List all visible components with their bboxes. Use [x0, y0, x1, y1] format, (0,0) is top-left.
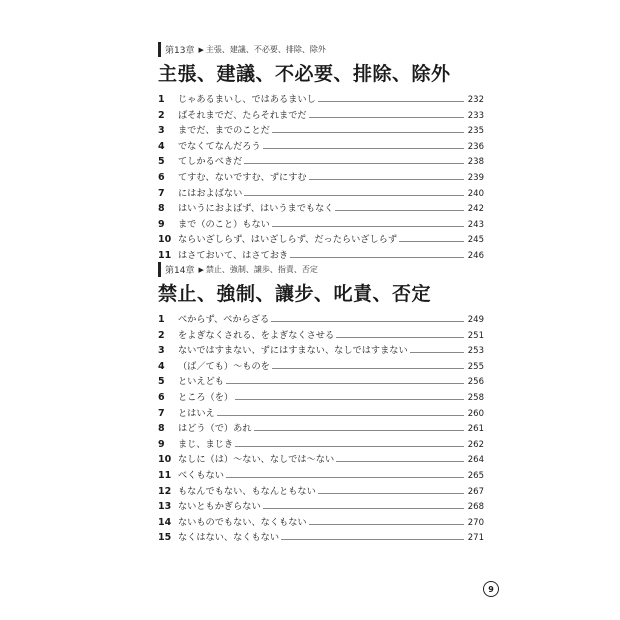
entry-list	[158, 312, 484, 546]
toc-entry	[158, 154, 484, 170]
leader-line	[263, 148, 464, 149]
entry-page: 235	[467, 126, 484, 137]
triangle-right-icon: ▶	[198, 45, 204, 54]
entry-text: ところ（を）	[178, 391, 234, 403]
leader-line	[309, 179, 464, 180]
toc-entry	[158, 170, 484, 186]
entry-number: 10	[158, 234, 172, 246]
entry-page: 258	[467, 392, 484, 403]
leader-line	[309, 117, 464, 118]
entry-text: ないではすまない、ずにはすまない、なしではすまない	[178, 345, 408, 357]
leader-line	[281, 539, 464, 540]
toc-entry	[158, 359, 484, 375]
leader-line	[336, 337, 464, 338]
entry-page: 239	[467, 172, 484, 183]
entry-number: 9	[158, 218, 165, 230]
entry-number: 2	[158, 329, 165, 341]
toc-entry	[158, 217, 484, 233]
leader-line	[263, 508, 464, 509]
entry-page: 242	[467, 204, 484, 215]
entry-number: 4	[158, 360, 165, 372]
entry-page: 246	[467, 250, 484, 261]
entry-number: 8	[158, 203, 165, 215]
leader-line	[309, 524, 464, 525]
chapter-14	[158, 262, 484, 546]
toc-entry	[158, 468, 484, 484]
leader-line	[235, 446, 464, 447]
toc-entry	[158, 201, 484, 217]
toc-entry	[158, 515, 484, 531]
entry-text: （ば／ても）～ものを	[178, 360, 270, 372]
toc-entry	[158, 484, 484, 500]
toc-entry	[158, 530, 484, 546]
entry-text: てしかるべきだ	[178, 156, 243, 168]
leader-line	[254, 430, 465, 431]
toc-entry	[158, 374, 484, 390]
chapter-subtitle: 禁止、強制、譲歩、指責、否定	[205, 265, 318, 274]
entry-number: 3	[158, 345, 165, 357]
toc-entry	[158, 123, 484, 139]
entry-page: 253	[467, 346, 484, 357]
entry-page: 236	[467, 141, 484, 152]
entry-text: をよぎなくされる、をよぎなくさせる	[178, 329, 335, 341]
leader-line	[335, 210, 464, 211]
entry-text: でなくてなんだろう	[178, 140, 261, 152]
entry-page: 256	[467, 377, 484, 388]
leader-line	[235, 399, 464, 400]
leader-line	[399, 241, 464, 242]
entry-number: 5	[158, 376, 165, 388]
entry-page: 238	[467, 157, 484, 168]
entry-page: 267	[467, 486, 484, 497]
entry-number: 15	[158, 532, 172, 544]
leader-line	[272, 368, 464, 369]
entry-number: 6	[158, 171, 165, 183]
entry-page: 240	[467, 188, 484, 199]
leader-line	[318, 493, 464, 494]
leader-line	[244, 163, 464, 164]
toc-entry	[158, 406, 484, 422]
entry-text: なくはない、なくもない	[178, 532, 280, 544]
entry-page: 243	[467, 219, 484, 230]
entry-number: 2	[158, 109, 165, 121]
leader-line	[290, 257, 464, 258]
entry-number: 5	[158, 156, 165, 168]
entry-page: 265	[467, 470, 484, 481]
entry-page: 270	[467, 517, 484, 528]
leader-line	[226, 477, 464, 478]
entry-text: にはおよばない	[178, 187, 243, 199]
entry-page: 233	[467, 110, 484, 121]
entry-text: ならいざしらず、はいざしらず、だったらいざしらず	[178, 234, 398, 246]
chapter-title: 主張、建議、不必要、排除、除外	[158, 63, 451, 85]
entry-page: 260	[467, 408, 484, 419]
entry-number: 9	[158, 438, 165, 450]
entry-text: といえども	[178, 376, 224, 388]
toc-entry	[158, 421, 484, 437]
toc-entry	[158, 92, 484, 108]
toc-entry	[158, 499, 484, 515]
toc-entry	[158, 328, 484, 344]
leader-line	[226, 383, 464, 384]
entry-text: ばそれまでだ、たらそれまでだ	[178, 109, 307, 121]
toc-entry	[158, 343, 484, 359]
leader-line	[272, 132, 464, 133]
entry-number: 14	[158, 516, 172, 528]
chapter-13	[158, 42, 484, 264]
entry-page: 245	[467, 235, 484, 246]
toc-entry	[158, 232, 484, 248]
entry-text: まじ、まじき	[178, 438, 234, 450]
toc-entry	[158, 312, 484, 328]
entry-page: 255	[467, 361, 484, 372]
toc-entry	[158, 139, 484, 155]
toc-entry	[158, 186, 484, 202]
entry-page: 261	[467, 424, 484, 435]
entry-number: 13	[158, 501, 172, 513]
entry-text: はいうにおよばず、はいうまでもなく	[178, 203, 334, 215]
leader-line	[244, 195, 464, 196]
leader-line	[271, 321, 464, 322]
entry-page: 249	[467, 315, 484, 325]
chapter-label: 第13章	[165, 46, 195, 56]
entry-text: はどう（で）あれ	[178, 423, 252, 435]
chapter-subtitle: 主張、建議、不必要、排除、除外	[205, 45, 326, 54]
entry-text: なしに（は）～ない、なしでは～ない	[178, 454, 335, 466]
entry-text: まで（のこと）もない	[178, 218, 270, 230]
entry-text: てすむ、ないですむ、ずにすむ	[178, 171, 307, 183]
toc-entry	[158, 452, 484, 468]
leader-line	[217, 415, 464, 416]
entry-number: 4	[158, 140, 165, 152]
entry-number: 1	[158, 94, 165, 105]
entry-number: 11	[158, 249, 172, 261]
leader-line	[318, 101, 464, 102]
entry-text: ないともかぎらない	[178, 501, 261, 513]
entry-number: 8	[158, 423, 165, 435]
entry-text: はさておいて、はさておき	[178, 249, 289, 261]
entry-number: 11	[158, 469, 172, 481]
entry-page: 271	[467, 533, 484, 544]
toc-entry	[158, 390, 484, 406]
toc-entry	[158, 108, 484, 124]
entry-text: べからず、べからざる	[178, 314, 270, 325]
leader-line	[410, 352, 464, 353]
entry-page: 232	[467, 95, 484, 105]
toc-entry	[158, 437, 484, 453]
entry-number: 1	[158, 314, 165, 325]
chapter-header	[158, 262, 484, 277]
entry-list	[158, 92, 484, 264]
entry-number: 3	[158, 125, 165, 137]
entry-page: 262	[467, 439, 484, 450]
chapter-title: 禁止、強制、讓步、叱責、否定	[158, 283, 432, 305]
page-number: 9	[483, 581, 499, 597]
entry-text: とはいえ	[178, 407, 215, 419]
entry-text: べくもない	[178, 469, 224, 481]
entry-page: 264	[467, 455, 484, 466]
entry-page: 251	[467, 330, 484, 341]
entry-number: 12	[158, 485, 172, 497]
entry-text: ないものでもない、なくもない	[178, 516, 307, 528]
entry-text: もなんでもない、もなんともない	[178, 485, 316, 497]
entry-number: 10	[158, 454, 172, 466]
entry-text: じゃあるまいし、ではあるまいし	[178, 94, 316, 105]
triangle-right-icon: ▶	[198, 265, 204, 274]
entry-number: 6	[158, 391, 165, 403]
chapter-header	[158, 42, 484, 57]
chapter-label: 第14章	[165, 266, 195, 276]
leader-line	[336, 461, 464, 462]
entry-number: 7	[158, 407, 165, 419]
entry-text: までだ、までのことだ	[178, 125, 270, 137]
entry-page: 268	[467, 502, 484, 513]
leader-line	[272, 226, 464, 227]
entry-number: 7	[158, 187, 165, 199]
